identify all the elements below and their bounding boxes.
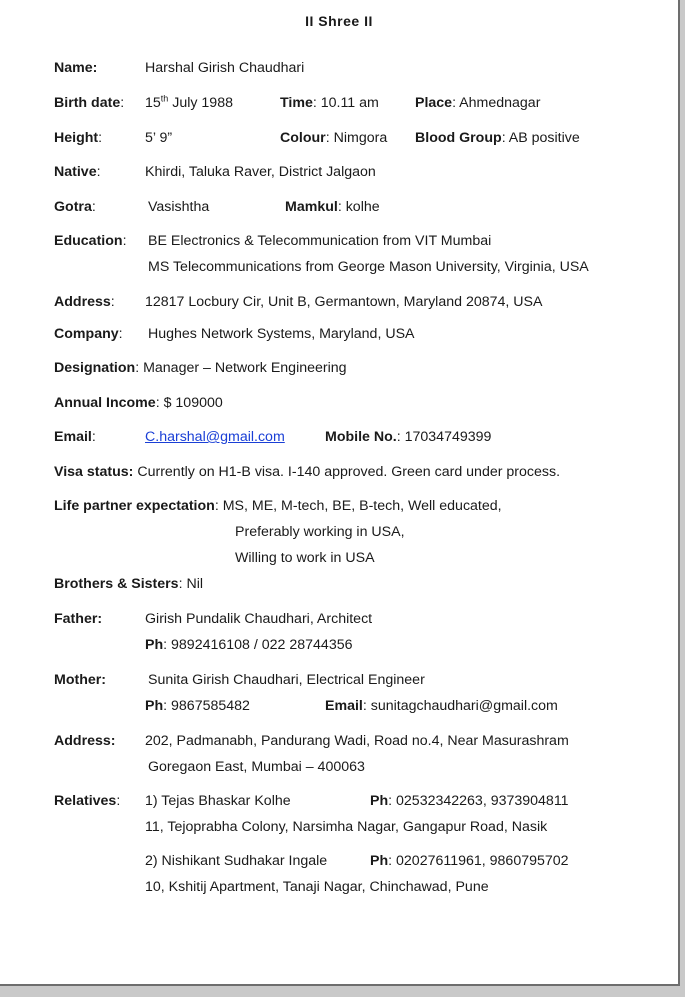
relatives-label: Relatives bbox=[54, 793, 117, 809]
birth-date-label: Birth date bbox=[54, 95, 121, 111]
document-header: II Shree II bbox=[305, 13, 373, 29]
relative-1-name: 1) Tejas Bhaskar Kolhe bbox=[145, 793, 291, 809]
father-value: Girish Pundalik Chaudhari, Architect bbox=[145, 611, 373, 627]
relative-2-address: 10, Kshitij Apartment, Tanaji Nagar, Chinchawad, Pune bbox=[145, 879, 489, 895]
company-value: Hughes Network Systems, Maryland, USA bbox=[148, 326, 415, 342]
mother-phone bbox=[145, 697, 250, 715]
education-line-2: MS Telecommunications from George Mason University, Virginia, USA bbox=[148, 259, 589, 275]
gotra-label-row: Gotra: bbox=[54, 199, 96, 215]
annual-income-label: Annual Income bbox=[54, 395, 156, 411]
siblings-label: Brothers & Sisters bbox=[54, 576, 179, 592]
blood-group bbox=[415, 129, 580, 147]
mother-email bbox=[325, 697, 558, 715]
birth-month-year: July 1988 bbox=[168, 95, 233, 111]
native-label: Native bbox=[54, 164, 97, 180]
father-phone-label: Ph bbox=[145, 637, 164, 653]
siblings bbox=[54, 575, 203, 593]
relative-2-phone bbox=[370, 852, 569, 870]
education-line-1: BE Electronics & Telecommunication from VIT Mumbai bbox=[148, 233, 492, 249]
gotra-value: Vasishtha bbox=[148, 199, 210, 215]
designation-label: Designation bbox=[54, 360, 136, 376]
birth-date-value bbox=[145, 94, 233, 112]
mother-email-label: Email bbox=[325, 698, 363, 714]
email-label-row: Email: bbox=[54, 429, 96, 445]
birth-time bbox=[280, 94, 379, 112]
birth-day-suffix: th bbox=[160, 93, 169, 104]
mother-phone-value: : 9867585482 bbox=[163, 698, 250, 714]
relative-1-phone-label: Ph bbox=[370, 793, 389, 809]
mamkul bbox=[285, 198, 380, 216]
colour-label: Colour bbox=[280, 130, 326, 146]
mobile-value: : 17034749399 bbox=[396, 429, 492, 445]
partner-label: Life partner expectation bbox=[54, 498, 215, 514]
home-address-line-2: Goregaon East, Mumbai – 400063 bbox=[148, 759, 365, 775]
home-address-line-1: 202, Padmanabh, Pandurang Wadi, Road no.4, Near Masurashram bbox=[145, 733, 569, 749]
birth-place-value: : Ahmednagar bbox=[452, 95, 541, 111]
mother-label: Mother: bbox=[54, 672, 107, 688]
father-phone-value: : 9892416108 / 022 28744356 bbox=[163, 637, 353, 653]
address-label: Address bbox=[54, 294, 111, 310]
siblings-value: : Nil bbox=[178, 576, 204, 592]
relative-1-phone bbox=[370, 792, 569, 810]
colour-value: : Nimgora bbox=[325, 130, 388, 146]
designation bbox=[54, 359, 347, 377]
annual-income bbox=[54, 394, 223, 412]
home-address-label: Address: bbox=[54, 733, 116, 749]
native-value: Khirdi, Taluka Raver, District Jalgaon bbox=[145, 164, 376, 180]
birth-place-label: Place bbox=[415, 95, 453, 111]
height-label-row: Height: bbox=[54, 130, 103, 146]
relative-1-phone-value: : 02532342263, 9373904811 bbox=[388, 793, 569, 809]
mother-value: Sunita Girish Chaudhari, Electrical Engineer bbox=[148, 672, 425, 688]
name-value: Harshal Girish Chaudhari bbox=[145, 60, 305, 76]
visa-label: Visa status: bbox=[54, 464, 134, 480]
email-label: Email bbox=[54, 429, 92, 445]
education-label: Education bbox=[54, 233, 123, 249]
mobile-number bbox=[325, 428, 491, 446]
mother-email-value: : sunitagchaudhari@gmail.com bbox=[362, 698, 558, 714]
birth-time-value: : 10.11 am bbox=[312, 95, 379, 111]
height-value: 5’ 9” bbox=[145, 130, 173, 146]
relative-2-phone-label: Ph bbox=[370, 853, 389, 869]
address-label-row: Address: bbox=[54, 294, 115, 310]
relative-2-name: 2) Nishikant Sudhakar Ingale bbox=[145, 853, 328, 869]
father-phone bbox=[145, 636, 353, 654]
blood-group-label: Blood Group bbox=[415, 130, 502, 146]
relatives-label-row: Relatives: bbox=[54, 793, 121, 809]
annual-income-value: : $ 109000 bbox=[155, 395, 223, 411]
email-link[interactable]: C.harshal@gmail.com bbox=[145, 429, 285, 445]
designation-value: : Manager – Network Engineering bbox=[135, 360, 347, 376]
gotra-label: Gotra bbox=[54, 199, 92, 215]
blood-group-value: : AB positive bbox=[501, 130, 580, 146]
education-label-row: Education: bbox=[54, 233, 127, 249]
birth-place bbox=[415, 94, 540, 112]
birth-date-label-row: Birth date: bbox=[54, 95, 125, 111]
height-label: Height bbox=[54, 130, 99, 146]
father-label: Father: bbox=[54, 611, 103, 627]
colour bbox=[280, 129, 387, 147]
birth-time-label: Time bbox=[280, 95, 313, 111]
company-label-row: Company: bbox=[54, 326, 123, 342]
birth-day: 15 bbox=[145, 95, 161, 111]
mamkul-value: : kolhe bbox=[337, 199, 380, 215]
relative-2-phone-value: : 02027611961, 9860795702 bbox=[388, 853, 569, 869]
mamkul-label: Mamkul bbox=[285, 199, 338, 215]
visa-status bbox=[54, 463, 560, 481]
mobile-label: Mobile No. bbox=[325, 429, 397, 445]
relative-1-address: 11, Tejoprabha Colony, Narsimha Nagar, Gangapur Road, Nasik bbox=[145, 819, 548, 835]
partner-line-1: : MS, ME, M-tech, BE, B-tech, Well educated, bbox=[214, 498, 502, 514]
name-label: Name: bbox=[54, 60, 98, 76]
partner-line-3: Willing to work in USA bbox=[235, 550, 375, 566]
mother-phone-label: Ph bbox=[145, 698, 164, 714]
visa-value: Currently on H1-B visa. I-140 approved. Green card under process. bbox=[133, 464, 561, 480]
native-label-row: Native: bbox=[54, 164, 101, 180]
partner-line-2: Preferably working in USA, bbox=[235, 524, 405, 540]
company-label: Company bbox=[54, 326, 119, 342]
partner-expectation bbox=[54, 497, 502, 515]
address-value: 12817 Locbury Cir, Unit B, Germantown, Maryland 20874, USA bbox=[145, 294, 543, 310]
